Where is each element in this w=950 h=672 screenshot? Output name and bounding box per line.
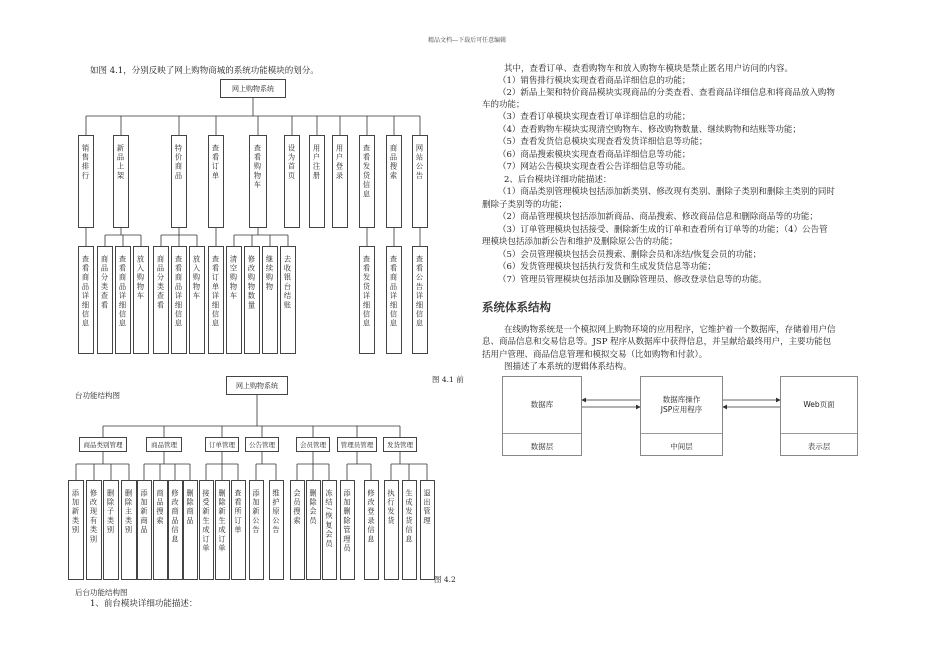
- list-item: （1）商品类别管理模块包括添加新类别、修改现有类别、删除子类别和删除主类别的同时: [498, 187, 835, 197]
- chart1-module: 用户注册: [309, 135, 325, 228]
- chart2-module: 订单管理: [205, 437, 239, 452]
- chart2-leaf: 冻结/恢复会员: [322, 480, 337, 580]
- chart2-leaf: 删除子类别: [103, 480, 119, 580]
- list-item: （2）商品管理模块包括添加新商品、商品搜索、修改商品信息和删除商品等的功能；: [498, 212, 818, 222]
- list-item: （4）查看购物车模块实现清空购物车、修改购物数量、继续购物和结账等功能；: [498, 125, 801, 135]
- middle-tier: [640, 376, 723, 456]
- chart1-leaf: 查看商品详细信息: [78, 246, 94, 354]
- intro-text: 如图 4.1，分别反映了网上购物商城的系统功能模块的划分。: [90, 66, 319, 76]
- figure-4-2-label: 图 4.2: [434, 575, 456, 584]
- chart1-root: 网上购物系统: [220, 79, 286, 98]
- chart1-leaf: 查看公告详细信息: [412, 246, 428, 354]
- db-operations-label: 数据库操作: [662, 395, 701, 404]
- paragraph: 其中，查看订单、查看购物车和放入购物车模块是禁止匿名用户访问的内容。: [504, 64, 794, 74]
- chart2-leaf: 添加删除管理员: [340, 480, 355, 580]
- list-item: 删除子类别等的功能；: [482, 200, 568, 210]
- list-item: （5）查看发货信息模块实现查看发货详细信息等功能；: [498, 137, 708, 147]
- chart1-module: 新品上架: [113, 135, 129, 228]
- chart2-module: 商品类别管理: [79, 437, 127, 452]
- chart2-leaf: 删除会员: [306, 480, 321, 580]
- list-item: （6）发货管理模块包括执行发货和生成发货信息等功能；: [498, 262, 716, 272]
- chart1-leaf: 商品分类查看: [153, 246, 169, 354]
- figure-4-1-caption: 台功能结构图: [75, 391, 120, 400]
- chart2-leaf: 接受新生成订单: [199, 480, 214, 580]
- chart2-leaf: 添加新公告: [249, 480, 264, 580]
- chart2-module: 商品管理: [146, 437, 182, 452]
- figure-4-1-label: 图 4.1 前: [432, 375, 464, 384]
- list-item: 车的功能；: [482, 100, 525, 110]
- chart1-leaf: 查看商品详细信息: [386, 246, 402, 354]
- data-tier: [502, 376, 582, 456]
- list-item: （5）会员管理模块包括会员搜索、删除会员和冻结/恢复会员的功能；: [498, 250, 762, 260]
- list-item: （2）新品上架和特价商品模块实现商品的分类查看、查看商品详细信息和将商品放入购物: [498, 88, 835, 98]
- chart2-leaf: 修改商品信息: [168, 480, 183, 580]
- chart1-module: 设为首页: [284, 135, 300, 228]
- chart2-leaf: 添加新商品: [137, 480, 152, 580]
- chart2-leaf: 维护原公告: [269, 480, 284, 580]
- list-item: （6）商品搜索模块实现查看商品详细信息等功能；: [498, 150, 691, 160]
- chart2-leaf: 修改登录信息: [364, 480, 379, 580]
- chart2-module: 管理员管理: [337, 437, 377, 452]
- db-operations-box: [641, 377, 722, 434]
- chart2-module: 公告管理: [245, 437, 279, 452]
- chart1-module: 用户登录: [332, 135, 348, 228]
- chart2-leaf: 商品搜索: [153, 480, 168, 580]
- chart1-module: 查看发货信息: [359, 135, 375, 228]
- chart2-leaf: 修改现有类别: [86, 480, 102, 580]
- chart1-leaf: 修改购物数量: [244, 246, 260, 354]
- chart1-leaf: 放入购物车: [189, 246, 205, 354]
- view-layer-label: 表示层: [807, 441, 831, 451]
- presentation-tier: [780, 376, 858, 456]
- list-item: （1）销售排行模块实现查看商品详细信息的功能；: [498, 76, 691, 86]
- database-box: 数据库: [503, 377, 581, 434]
- chart2-root: 网上购物系统: [226, 376, 288, 395]
- chart1-leaf: 查看商品详细信息: [171, 246, 187, 354]
- paragraph: 括用户管理、商品信息管理和模拟交易（比如购物和付款）。: [482, 350, 708, 360]
- data-layer-label: 数据层: [530, 441, 554, 451]
- chart2-module: 会员管理: [296, 437, 330, 452]
- chart1-leaf: 查看订单详细信息: [208, 246, 224, 354]
- chart1-leaf: 查看商品详细信息: [115, 246, 131, 354]
- chart2-leaf: 退出管理: [420, 480, 435, 580]
- web-page-box: Web页面: [781, 377, 857, 434]
- chart2-leaf: 查看所订单: [231, 480, 246, 580]
- chart1-leaf: 去收银台结账: [280, 246, 296, 354]
- chart1-module: 查看购物车: [249, 135, 267, 228]
- middle-layer-label: 中间层: [670, 441, 693, 451]
- chart1-module: 查看订单: [208, 135, 224, 228]
- chart2-leaf: 生成发货信息: [402, 480, 417, 580]
- chart1-module: 销售排行: [78, 135, 94, 228]
- chart1-leaf: 查看发货详细信息: [359, 246, 375, 354]
- section-admin-description: 2、后台模块详细功能描述：: [504, 175, 612, 185]
- list-item: （7）网站公告模块实现查看公告详细信息等功能。: [498, 162, 691, 172]
- page-header: 精品文档---下载后可任意编辑: [428, 37, 507, 44]
- section-heading: 系统体系结构: [482, 300, 551, 314]
- chart2-leaf: 删除主类别: [121, 480, 137, 580]
- chart1-module: 商品搜索: [386, 135, 402, 228]
- section-front-description: 1、前台模块详细功能描述：: [90, 599, 198, 609]
- chart2-leaf: 删除新生成订单: [215, 480, 230, 580]
- chart1-leaf: 继续购物: [262, 246, 278, 354]
- chart1-leaf: 清空购物车: [226, 246, 242, 354]
- jsp-app-label: JSP应用程序: [660, 405, 703, 414]
- chart2-leaf: 添加新类别: [68, 480, 84, 580]
- chart2-module: 发货管理: [383, 437, 417, 452]
- chart1-leaf: 商品分类查看: [97, 246, 113, 354]
- list-item: 理模块包括添加新公告和维护及删除原公告的功能；: [482, 237, 678, 247]
- figure-4-2-caption: 后台功能结构图: [75, 588, 128, 597]
- chart1-module: 特价商品: [171, 135, 187, 228]
- chart1-module: 网站公告: [412, 135, 428, 228]
- paragraph: 息、商品信息和交易信息等。JSP 程序从数据库中获得信息，并呈献给最终用户，主要功能包: [482, 337, 832, 347]
- paragraph: 在线购物系统是一个模拟网上购物环境的应用程序，它维护着一个数据库，存储着用户信: [504, 325, 836, 335]
- list-item: （3）订单管理模块包括接受、删除新生成的订单和查看所有订单等的功能；（4）公告管: [498, 225, 828, 235]
- list-item: （7）管理员管理模块包括添加及删除管理员、修改登录信息等的功能。: [498, 275, 767, 285]
- list-item: （3）查看订单模块实现查看订单详细信息的功能；: [498, 112, 691, 122]
- chart1-leaf: 放入购物车: [133, 246, 149, 354]
- chart2-leaf: 执行发货: [384, 480, 399, 580]
- paragraph: 图描述了本系统的逻辑体系结构。: [504, 362, 632, 372]
- chart2-leaf: 删除商品: [183, 480, 198, 580]
- chart2-leaf: 会员搜索: [290, 480, 305, 580]
